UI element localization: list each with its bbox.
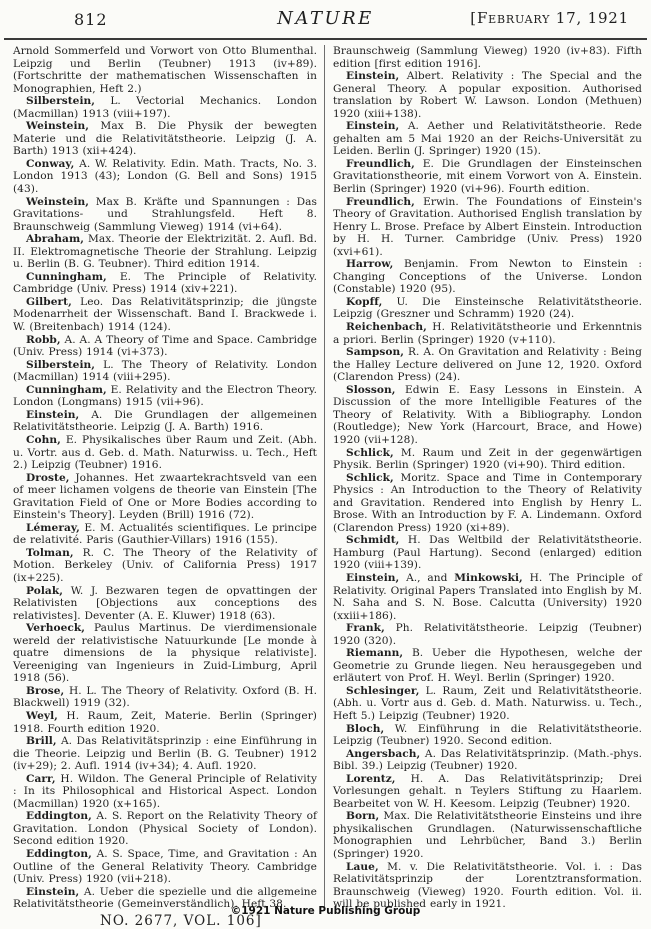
- entry-author: Weyl,: [26, 709, 58, 722]
- entry-text: Leo. Das Relativitätsprinzip; die jüngste Modenarrheit der Wissenschaft. Band I. Brackwede i. W. (Breitenbach) 1914 (124).: [13, 295, 317, 334]
- issue-date: [February 17, 1921: [470, 9, 629, 27]
- entry-author: Einstein,: [346, 70, 400, 83]
- entry-text: W. J. Bezwaren tegen de opvattingen der Relativisten [Objections aux conceptions des relativistes]. Deventer (A. E. Kluwer) 1918 (63).: [13, 584, 317, 622]
- entry-text: M. v. Die Relativitätstheorie. Vol. i. : Das Relativitätsprinzip der Lorentztransformation. Braunschweig (Vieweg) 1920. Fourth edition. Vol. ii. will be published early in 1921.: [333, 860, 642, 911]
- entry-author: Cunningham,: [26, 270, 107, 283]
- bibliography-entry: [13, 848, 317, 886]
- entry-text: A., and: [399, 571, 455, 584]
- bibliography-entry: [13, 409, 317, 434]
- bibliography-entry: [333, 622, 642, 647]
- entry-text: Braunschweig (Sammlung Vieweg) 1920 (iv+83). Fifth edition [first edition 1916].: [333, 45, 642, 70]
- entry-text: A. Aether und Relativitätstheorie. Rede gehalten am 5 Mai 1920 an der Reichs-Universität zu Leiden. Berlin (J. Springer) 1920 (15).: [333, 120, 642, 158]
- bibliography-entry: [333, 647, 642, 685]
- entry-author: Verhoeck,: [26, 622, 86, 635]
- entry-text: H. Raum, Zeit, Materie. Berlin (Springer) 1918. Fourth edition 1920.: [13, 709, 317, 735]
- entry-text: R. A. On Gravitation and Relativity : Being the Halley Lecture delivered on June 12, 1920. Oxford (Clarendon Press) (24).: [333, 346, 642, 384]
- entry-author: Tolman,: [26, 546, 74, 559]
- entry-author: Lorentz,: [346, 772, 396, 785]
- entry-text: E. Die Grundlagen der Einsteinschen Gravitationstheorie, mit einem Vorwort von A. Einstein. Berlin (Springer) 1920 (vi+96). Fourth edition.: [333, 157, 642, 196]
- entry-text: Erwin. The Foundations of Einstein's Theory of Gravitation. Authorised English translation by Henry L. Brose. Preface by Albert Einstein. Introduction by H. H. Turner. Cambridge (Univ. Press) 1920 (xvi+61).: [333, 195, 642, 258]
- bibliography-entry: [333, 447, 642, 472]
- bibliography-entry: [13, 233, 317, 271]
- entry-text: R. C. The Theory of the Relativity of Motion. Berkeley (Univ. of California Press) 1917 (ix+225).: [13, 546, 317, 584]
- entry-author: Brose,: [26, 684, 65, 697]
- bibliography-entry: [333, 321, 642, 346]
- entry-text: Max B. Die Physik der bewegten Materie und die Relativitätstheorie. Leipzig (J. A. Barth) 1913 (xii+424).: [13, 120, 317, 158]
- page-number: 812: [74, 10, 108, 29]
- bibliography-entry: [333, 685, 642, 723]
- bibliography-entry: [333, 120, 642, 158]
- entry-text: Max B. Kräfte und Spannungen : Das Gravitations- und Strahlungsfeld. Heft 8. Braunschweig (Sammlung Vieweg) 1914 (vi+64).: [13, 195, 317, 233]
- copyright-notice: ©1921 Nature Publishing Group: [230, 905, 421, 917]
- entry-text: A. S. Space, Time, and Gravitation : An Outline of the General Relativity Theory. Cambridge (Univ. Press) 1920 (vii+218).: [13, 848, 317, 886]
- entry-text: H. The Principle of Relativity. Original Papers Translated into English by M. N. Saha and S. N. Bose. Calcutta (University) 1920 (xxiii+186).: [333, 571, 643, 622]
- entry-text: U. Die Einsteinsche Relativitätstheorie. Leipzig (Greszner und Schramm) 1920 (24).: [333, 295, 642, 321]
- entry-text: A. S. Report on the Relativity Theory of Gravitation. London (Physical Society of London). Second edition 1920.: [13, 810, 317, 848]
- bibliography-entry: [13, 384, 317, 409]
- entry-text: H. Wildon. The General Principle of Relativity : In its Philosophical and Historical Aspect. London (Macmillan) 1920 (x+165).: [13, 772, 317, 810]
- bibliography-entry: [333, 534, 642, 572]
- entry-author: Droste,: [26, 471, 70, 484]
- entry-author: Freundlich,: [346, 157, 415, 170]
- bibliography-entry: [333, 723, 642, 748]
- bibliography-entry: [13, 271, 317, 296]
- column-left: [13, 45, 324, 911]
- bibliography-entry: [13, 296, 317, 334]
- entry-text: Max. Die Relativitätstheorie Einsteins und ihre physikalischen Grundlagen. (Naturwissenschaftliche Monographien und Lehrbücher, Band 3.) Berlin (Springer) 1920.: [333, 810, 642, 860]
- entry-author: Angersbach,: [346, 747, 421, 760]
- entry-author: Silberstein,: [26, 358, 96, 371]
- entry-text: E. M. Actualités scientifiques. Le principe de relativité. Paris (Gauthier-Villars) 1916 (155).: [13, 521, 317, 547]
- entry-text: E. Physikalisches über Raum und Zeit. (Abh. u. Vortr. aus d. Geb. d. Math. Naturwiss. u. Tech., Heft 2.) Leipzig (Teubner) 1916.: [13, 433, 317, 472]
- bibliography-entry: [13, 95, 317, 120]
- bibliography-entry: [333, 472, 642, 535]
- entry-author: Reichenbach,: [346, 321, 427, 334]
- entry-text: Ph. Relativitätstheorie. Leipzig (Teubner) 1920 (320).: [333, 622, 642, 647]
- bibliography-entry: [13, 158, 317, 196]
- entry-text: L. Vectorial Mechanics. London (Macmillan) 1913 (viii+197).: [13, 95, 317, 120]
- entry-author: Einstein,: [346, 571, 400, 584]
- entry-text: A. Ueber die spezielle und die allgemeine Relativitätstheorie (Gemeinverständlich). Heft 38.: [13, 885, 317, 911]
- bibliography-entry: [333, 158, 642, 196]
- entry-text: A. W. Relativity. Edin. Math. Tracts, No. 3. London 1913 (43); London (G. Bell and Sons) 1915 (43).: [13, 157, 317, 196]
- entry-author: Cohn,: [26, 433, 61, 446]
- entry-author: Weinstein,: [26, 120, 90, 133]
- entry-author: Schmidt,: [346, 534, 400, 547]
- entry-author: Freundlich,: [346, 195, 415, 208]
- entry-text: M. Raum und Zeit in der gegenwärtigen Physik. Berlin (Springer) 1920 (vi+90). Third edition.: [333, 446, 642, 472]
- bibliography-entry: [333, 45, 642, 70]
- entry-author: Eddington,: [26, 848, 92, 860]
- entry-author: Einstein,: [346, 120, 400, 133]
- bibliography-entry: [13, 685, 317, 710]
- bibliography-entry: [13, 359, 317, 384]
- bibliography-entry: [13, 710, 317, 735]
- entry-text: Moritz. Space and Time in Contemporary Physics : An Introduction to the Theory of Relativity and Gravitation. Rendered into English by Henry L. Brose. With an Introduction by F. A. Lindemann. Oxford (Clarendon Press) 1920 (xi+89).: [333, 471, 642, 534]
- entry-author: Laue,: [346, 860, 379, 873]
- bibliography-entry: [13, 810, 317, 848]
- bibliography-entry: [333, 384, 642, 447]
- bibliography-entry: [13, 196, 317, 234]
- entry-author: Silberstein,: [26, 95, 96, 108]
- bibliography-entry: [13, 773, 317, 811]
- entry-text: L. Raum, Zeit und Relativitätstheorie. (Abh. u. Vortr aus d. Geb. d. Math. Naturwiss. u. Tech., Heft 5.) Leipzig (Teubner) 1920.: [333, 684, 642, 722]
- entry-text: Albert. Relativity : The Special and the General Theory. A popular exposition. Authorised translation by Robert W. Lawson. London (Methuen) 1920 (xiii+138).: [333, 70, 642, 120]
- entry-author: Carr,: [26, 772, 56, 785]
- bibliography-entry: [333, 346, 642, 384]
- entry-author: Bloch,: [346, 722, 385, 735]
- entry-author: Harrow,: [346, 258, 394, 271]
- entry-text: W. Einführung in die Relativitätstheorie. Leipzig (Teubner) 1920. Second edition.: [333, 722, 642, 748]
- entry-text: Arnold Sommerfeld und Vorwort von Otto Blumenthal. Leipzig und Berlin (Teubner) 1913 (iv+89). (Fortschritte der mathematischen Wissenschaften in Monographien, Heft 2.): [13, 45, 317, 95]
- entry-author: Kopff,: [346, 295, 383, 308]
- entry-author: Minkowski,: [454, 571, 523, 584]
- entry-text: B. Ueber die Hypothesen, welche der Geometrie zu Grunde liegen. Neu herausgegeben und erläutert von Prof. H. Weyl. Berlin (Springer) 1920.: [333, 647, 642, 685]
- volume-line: NO. 2677, VOL. 106]: [100, 912, 262, 929]
- bibliography-entry: [333, 196, 642, 259]
- bibliography-entry: [333, 70, 642, 120]
- entry-author: Weinstein,: [26, 195, 90, 208]
- entry-author: Born,: [346, 810, 380, 823]
- bibliography-entry: [13, 45, 317, 95]
- entry-text: E. Relativity and the Electron Theory. London (Longmans) 1915 (vii+96).: [13, 383, 317, 409]
- bibliography-entry: [333, 810, 642, 860]
- bibliography-entry: [333, 748, 642, 773]
- entry-text: Edwin E. Easy Lessons in Einstein. A Discussion of the more Intelligible Features of the Theory of Relativity. With a Bibliography. London (Routledge); New York (Harcourt, Brace, and Howe) 1920 (vii+128).: [333, 383, 642, 446]
- bibliography-entry: [13, 472, 317, 522]
- bibliography-entry: [13, 434, 317, 472]
- bibliography-entry: [333, 258, 642, 296]
- entry-text: H. L. The Theory of Relativity. Oxford (B. H. Blackwell) 1919 (32).: [13, 684, 317, 710]
- bibliography-entry: [13, 585, 317, 623]
- entry-author: Robb,: [26, 333, 61, 346]
- entry-text: H. Das Weltbild der Relativitätstheorie. Hamburg (Paul Hartung). Second (enlarged) edition 1920 (viii+139).: [333, 534, 642, 572]
- bibliography-entry: [13, 120, 317, 158]
- entry-author: Einstein,: [26, 408, 80, 421]
- entry-author: Sampson,: [346, 346, 404, 359]
- entry-author: Lémeray,: [26, 521, 80, 534]
- entry-text: A. A. A Theory of Time and Space. Cambridge (Univ. Press) 1914 (vi+373).: [13, 333, 317, 359]
- entry-text: H. A. Das Relativitätsprinzip; Drei Vorlesungen gehalt. n Teylers Stiftung zu Haarlem. Bearbeitet von W. H. Keesom. Leipzig (Teubner) 1920.: [333, 772, 642, 810]
- bibliography-entry: [333, 296, 642, 321]
- entry-author: Einstein,: [26, 885, 80, 898]
- entry-author: Conway,: [26, 157, 75, 170]
- bibliography-entry: [13, 522, 317, 547]
- bibliography-entry: [333, 861, 642, 911]
- bibliography-entry: [333, 773, 642, 811]
- page-header: [0, 0, 651, 38]
- entry-text: E. The Principle of Relativity. Cambridge (Univ. Press) 1914 (xiv+221).: [13, 270, 317, 296]
- entry-author: Polak,: [26, 584, 63, 597]
- entry-text: H. Relativitätstheorie und Erkenntnis a priori. Berlin (Springer) 1920 (v+110).: [333, 321, 642, 346]
- entry-text: Johannes. Het zwaartekrachtsveld van een of meer lichamen volgens de theorie van Einstein [The Gravitation Field of One or More Bodies according to Einstein's Theory]. Leyden (Brill) 1916 (72).: [13, 471, 317, 522]
- column-right: [324, 45, 642, 911]
- entry-author: Frank,: [346, 622, 385, 635]
- entry-text: Paulus Martinus. De vierdimensionale wereld der relativistische Natuurkunde [Le monde à quatre dimensions de la physique relativiste]. Vereeniging van Ingenieurs in Zuid-Limburg, April 1918 (56).: [13, 622, 317, 685]
- entry-author: Eddington,: [26, 810, 92, 823]
- entry-author: Slosson,: [346, 383, 396, 396]
- entry-author: Schlick,: [346, 471, 394, 484]
- entry-text: Max. Theorie der Elektrizität. 2. Aufl. Bd. II. Elektromagnetische Theorie der Strahlung. Leipzig u. Berlin (B. G. Teubner). Third edition 1914.: [13, 233, 317, 271]
- entry-author: Cunningham,: [26, 383, 107, 396]
- entry-author: Schlick,: [346, 446, 394, 459]
- entry-author: Schlesinger,: [346, 684, 420, 697]
- bibliography-content: [0, 40, 651, 911]
- entry-author: Brill,: [26, 735, 57, 748]
- bibliography-entry: [13, 547, 317, 585]
- entry-author: Riemann,: [346, 647, 404, 660]
- journal-title: NATURE: [277, 8, 374, 29]
- entry-text: L. The Theory of Relativity. London (Macmillan) 1914 (viii+295).: [13, 358, 317, 384]
- bibliography-entry: [333, 572, 642, 622]
- entry-author: Abraham,: [26, 233, 84, 246]
- bibliography-entry: [13, 735, 317, 773]
- entry-text: A. Das Relativitätsprinzip. (Math.-phys. Bibl. 39.) Leipzig (Teubner) 1920.: [333, 747, 642, 773]
- bibliography-entry: [13, 334, 317, 359]
- entry-author: Gilbert,: [26, 295, 72, 308]
- entry-text: Benjamin. From Newton to Einstein : Changing Conceptions of the Universe. London (Constable) 1920 (95).: [333, 258, 642, 296]
- entry-text: A. Das Relativitätsprinzip : eine Einführung in die Theorie. Leipzig und Berlin (B. G. Teubner) 1912 (iv+29); 2. Aufl. 1914 (iv+34); 4. Aufl. 1920.: [13, 735, 317, 773]
- bibliography-entry: [13, 622, 317, 685]
- entry-text: A. Die Grundlagen der allgemeinen Relativitätstheorie. Leipzig (J. A. Barth) 1916.: [13, 408, 317, 434]
